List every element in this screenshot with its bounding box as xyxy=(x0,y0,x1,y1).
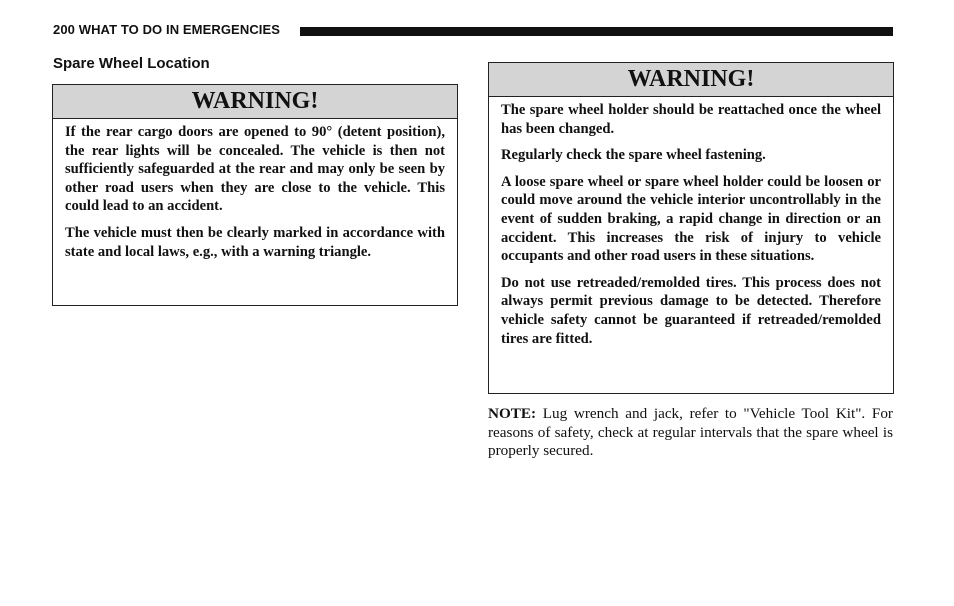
page-header xyxy=(53,21,893,39)
warning-body xyxy=(489,97,893,354)
header-rule xyxy=(300,27,893,36)
warning-paragraph: Do not use retreaded/remolded tires. This process does not always permit previous damage to be detected. Therefore vehicle safety cannot be guaranteed if retreaded/remolded tires are fitted. xyxy=(501,274,881,347)
warning-paragraph: The vehicle must then be clearly marked in accordance with state and local laws, e.g., with a warning triangle. xyxy=(65,224,445,260)
note-paragraph xyxy=(488,405,893,461)
warning-box-cargo-doors xyxy=(52,84,458,306)
warning-paragraph: Regularly check the spare wheel fastening. xyxy=(501,147,766,164)
warning-body xyxy=(53,119,457,267)
warning-paragraph: A loose spare wheel or spare wheel holder could be loosen or could move around the vehicle interior uncontrollably in the event of sudden braking, a rapid change in direction or an accident. This increases the risk of injury to vehicle occupants and other road users in these situations. xyxy=(501,173,881,265)
warning-paragraph: The spare wheel holder should be reattached once the wheel has been changed. xyxy=(501,102,881,137)
warning-paragraph: If the rear cargo doors are opened to 90° (detent position), the rear lights will be concealed. The vehicle is then not sufficiently safeguarded at the rear and may only be seen by other road users when they are close to the vehicle. This could lead to an accident. xyxy=(65,124,445,215)
warning-heading: WARNING! xyxy=(489,63,893,97)
note-label: NOTE: xyxy=(488,405,537,422)
warning-heading: WARNING! xyxy=(53,85,457,119)
page-header-title: 200 WHAT TO DO IN EMERGENCIES xyxy=(53,22,281,37)
section-title: Spare Wheel Location xyxy=(53,55,210,72)
warning-box-spare-wheel xyxy=(488,62,894,394)
note-text: Lug wrench and jack, refer to "Vehicle Tool Kit". For reasons of safety, check at regular intervals that the spare wheel is properly secured. xyxy=(488,405,893,460)
